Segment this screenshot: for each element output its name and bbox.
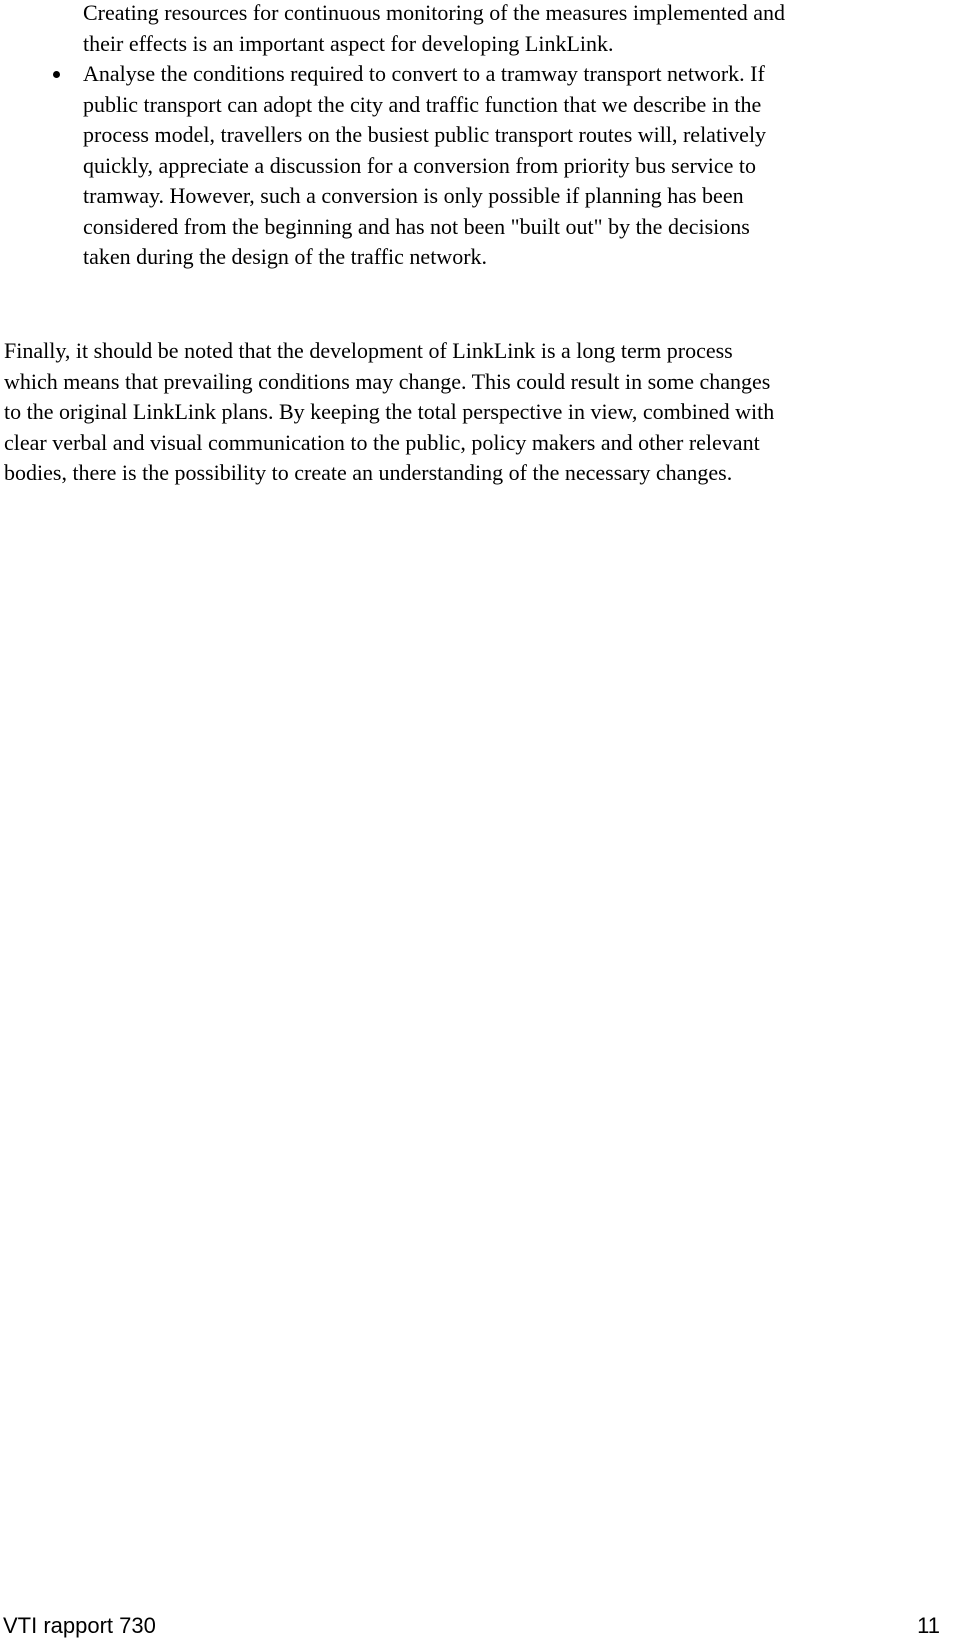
footer-report-title: VTI rapport 730 bbox=[3, 1613, 156, 1638]
bullet-text-line: taken during the design of the traffic network. bbox=[83, 244, 488, 269]
bullet-text-line: process model, travellers on the busiest public transport routes will, relatively bbox=[83, 122, 767, 147]
bullet-text-line: considered from the beginning and has not been "built out" by the decisions bbox=[83, 213, 750, 239]
continued-bullet-text bbox=[83, 0, 785, 59]
closing-paragraph-line: which means that prevailing conditions may change. This could result in some changes bbox=[4, 368, 771, 394]
page-number: 11 bbox=[917, 1613, 940, 1638]
closing-paragraph-line: clear verbal and visual communication to the public, policy makers and other relevant bbox=[4, 429, 760, 455]
bullet-text-line: tramway. However, such a conversion is only possible if planning has been bbox=[83, 183, 744, 208]
closing-paragraph-line: to the original LinkLink plans. By keeping the total perspective in view, combined with bbox=[4, 399, 775, 424]
closing-paragraph bbox=[4, 336, 774, 489]
bullet-dot-icon bbox=[53, 71, 60, 78]
closing-paragraph-line: Finally, it should be noted that the development of LinkLink is a long term process bbox=[4, 338, 733, 363]
continued-bullet-line: their effects is an important aspect for developing LinkLink. bbox=[83, 30, 614, 56]
bullet-text-line: quickly, appreciate a discussion for a conversion from priority bus service to bbox=[83, 152, 757, 178]
bullet-text-line: public transport can adopt the city and traffic function that we describe in the bbox=[83, 91, 762, 117]
continued-bullet-line: Creating resources for continuous monitoring of the measures implemented and bbox=[83, 0, 785, 25]
closing-paragraph-line: bodies, there is the possibility to create an understanding of the necessary changes. bbox=[4, 460, 733, 485]
bullet-text bbox=[83, 59, 766, 273]
bullet-text-line: Analyse the conditions required to convert to a tramway transport network. If bbox=[83, 61, 765, 86]
page-footer bbox=[0, 1611, 960, 1641]
